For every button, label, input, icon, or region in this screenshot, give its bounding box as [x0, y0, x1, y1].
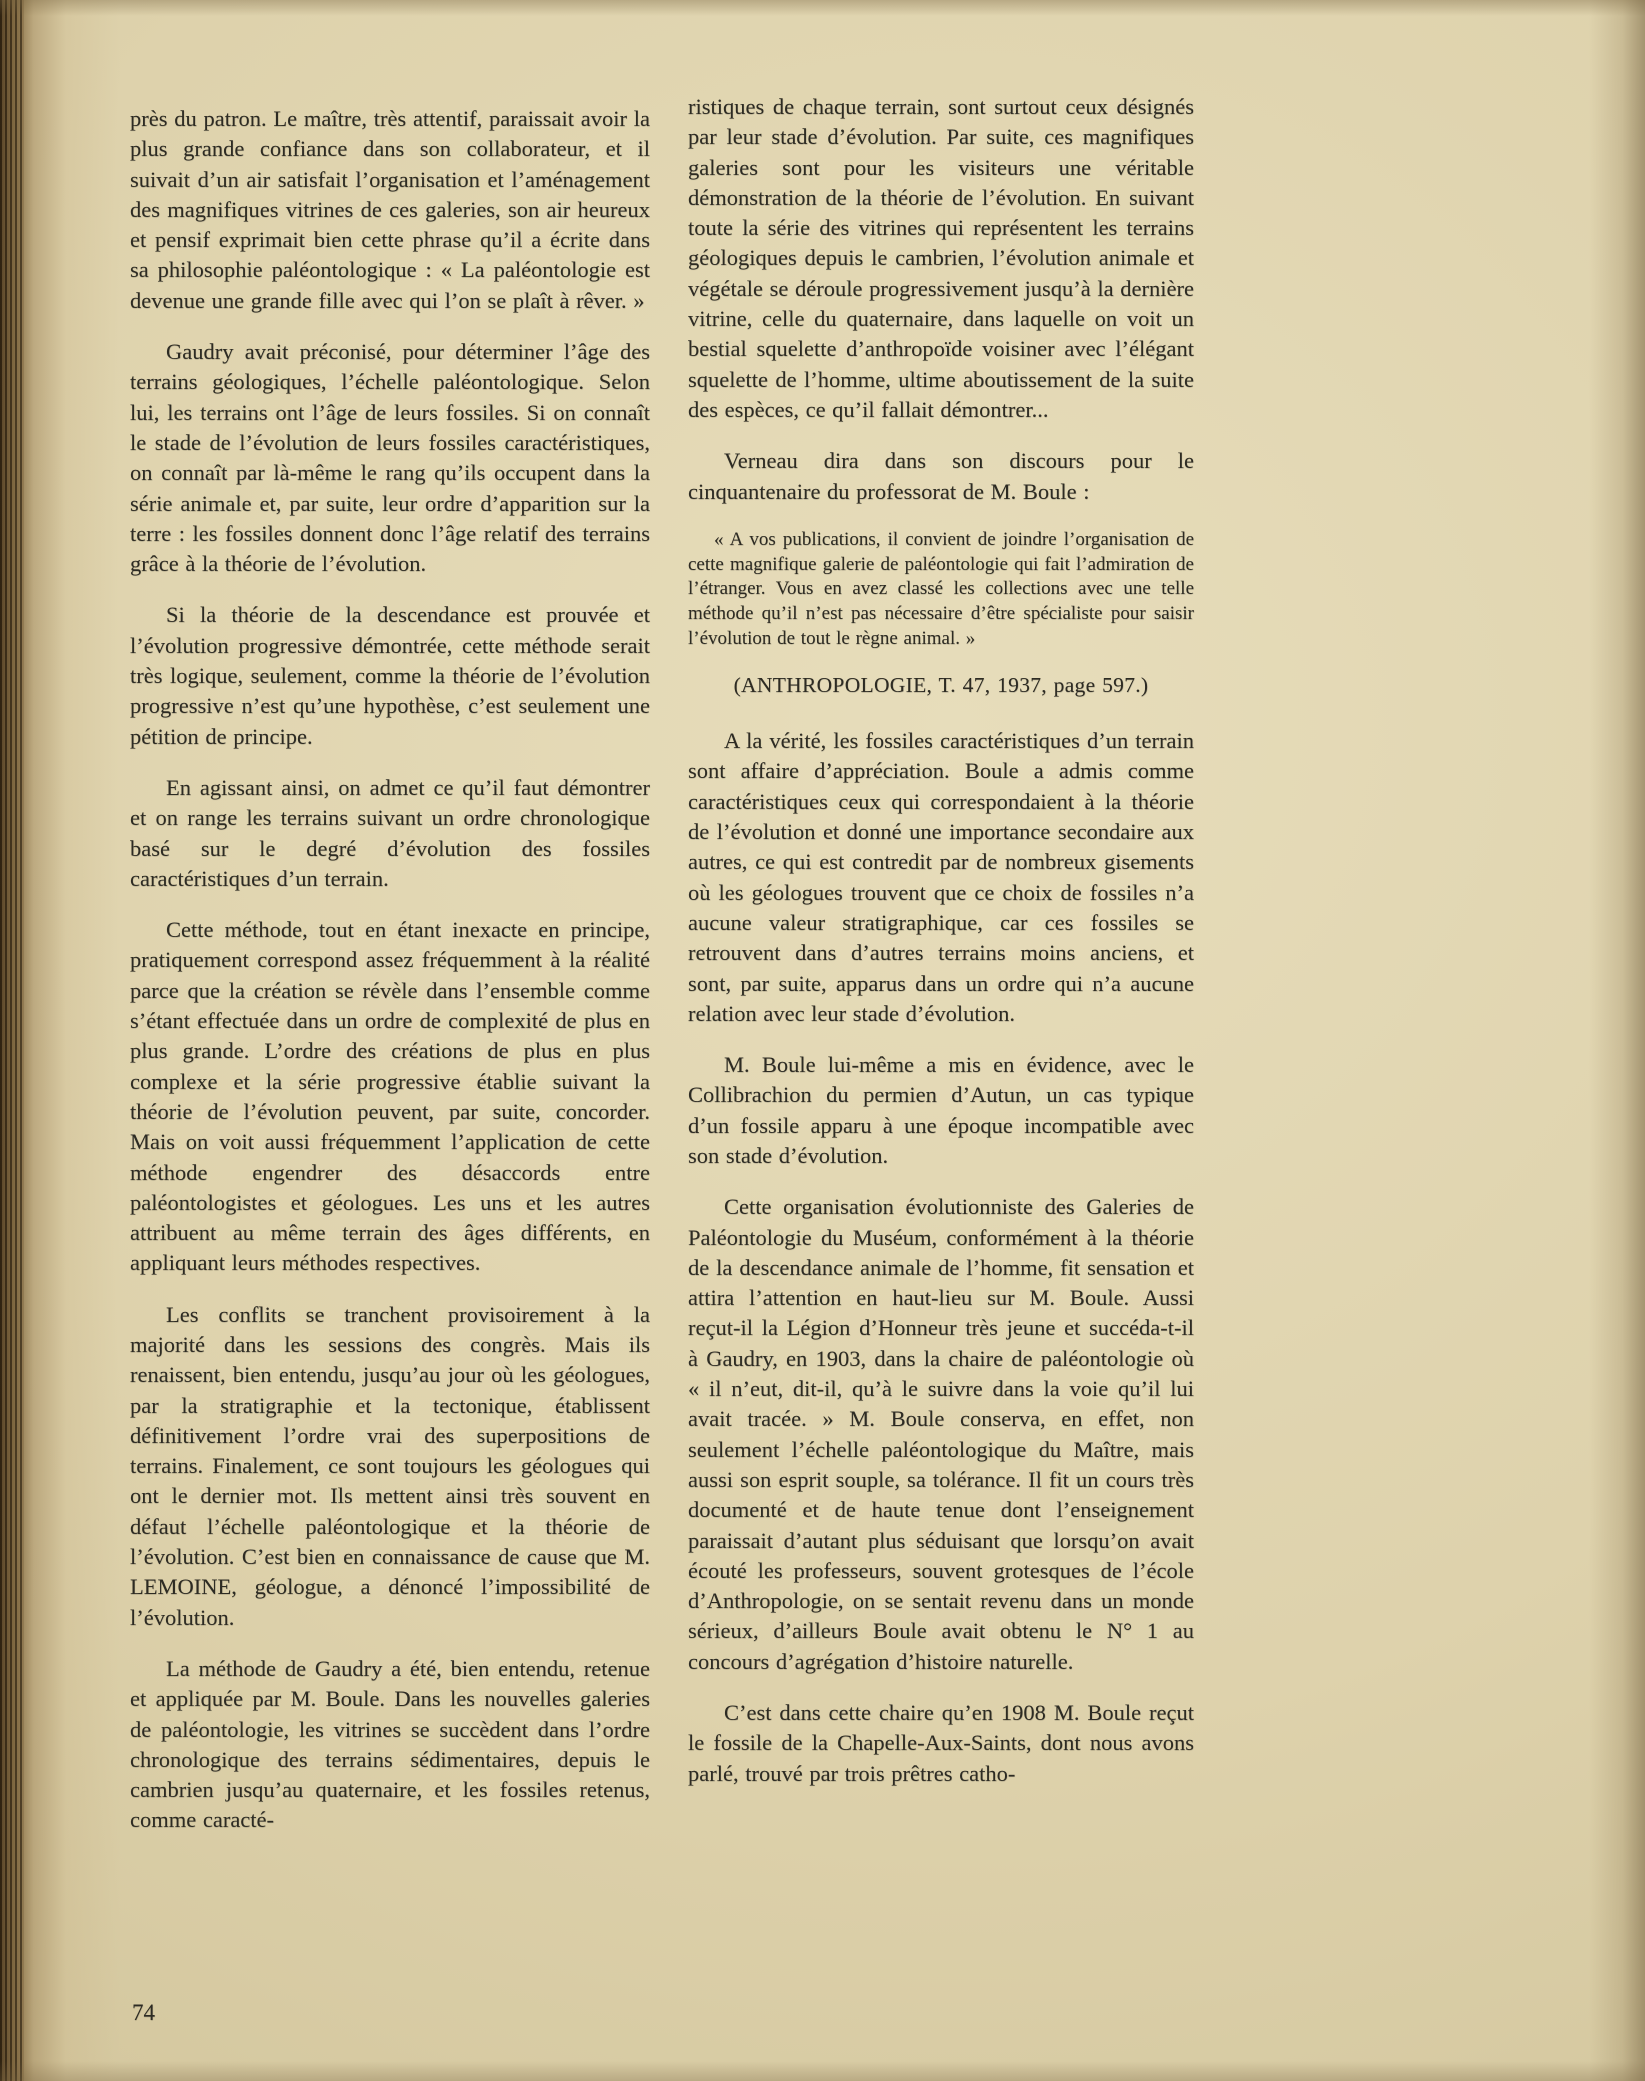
- paragraph: Les conflits se tranchent provisoirement à la majorité dans les sessions des congrès. Mais ils renaissent, bien entendu, jusqu’au jour où les géologues, par la stratigraphie et la tectonique, établissent définitivement l’ordre vrai des superpositions de terrains. Finalement, ce sont toujours les géologues qui ont le dernier mot. Ils mettent ainsi très souvent en défaut l’échelle paléontologique et la théorie de l’évolution. C’est bien en connaissance de cause que M. LEMOINE, géologue, a dénoncé l’impossibilité de l’évolution.: [130, 1301, 650, 1630]
- journal-citation: (ANTHROPOLOGIE, T. 47, 1937, page 597.): [733, 672, 1149, 697]
- page-bottom-edge: [0, 2061, 1645, 2081]
- page-stack-edge: [0, 0, 24, 2081]
- paragraph: Si la théorie de la descendance est prouvée et l’évolution progressive démontrée, cette méthode serait très logique, seulement, comme la théorie de l’évolution progressive n’est qu’une hypothèse, c’est seulement une pétition de principe.: [130, 602, 650, 749]
- paragraph: A la vérité, les fossiles caractéristiques d’un terrain sont affaire d’appréciation. Boule a admis comme caractéristiques ceux qui correspondaient à la théorie de l’évolution et donné une importance secondaire aux autres, ce qui est contredit par de nombreux gisements où les géologues trouvent que ce choix de fossiles n’a aucune valeur stratigraphique, car ces fossiles se retrouvent dans d’autres terrains moins anciens, et sont, par suite, apparus dans un ordre qui n’a aucune relation avec leur stade d’évolution.: [688, 728, 1194, 1026]
- paragraph-continuation: près du patron. Le maître, très attentif, paraissait avoir la plus grande confiance dans son collaborateur, et il suivait d’un air satisfait l’organisation et l’aménagement des magnifiques vitrines de ces galeries, son air heureux et pensif exprimait bien cette phrase qu’il a écrite dans sa philosophie paléontologique : « La paléontologie est devenue une grande fille avec qui l’on se plaît à rêver. »: [130, 106, 650, 313]
- paragraph: En agissant ainsi, on admet ce qu’il faut démontrer et on range les terrains suivant un ordre chronologique basé sur le degré d’évolution des fossiles caractéristiques d’un terrain.: [130, 774, 650, 891]
- paragraph: M. Boule lui-même a mis en évidence, avec le Collibrachion du permien d’Autun, un cas typique d’un fossile apparu à une époque incompatible avec son stade d’évolution.: [688, 1052, 1194, 1168]
- page-right-edge: [1589, 0, 1645, 2081]
- left-text-column: [130, 104, 650, 1857]
- paragraph: Cette organisation évolutionniste des Galeries de Paléontologie du Muséum, conformément à la théorie de la descendance animale de l’homme, fit sensation et attira l’attention en haut-lieu sur M. Boule. Aussi reçut-il la Légion d’Honneur très jeune et succéda-t-il à Gaudry, en 1903, dans la chaire de paléontologie où « il n’eut, dit-il, qu’à le suivre dans la voie qu’il lui avait tracée. » M. Boule conserva, en effet, non seulement l’échelle paléontologique du Maître, mais aussi son esprit souple, sa tolérance. Il fit un cours très documenté et de haute tenue dont l’enseignement paraissait d’autant plus séduisant que lorsqu’on avait écouté les professeurs, souvent grotesques de l’école d’Anthropologie, on se sentait revenu dans un monde sérieux, d’ailleurs Boule avait obtenu le N° 1 au concours d’agrégation d’histoire naturelle.: [688, 1194, 1194, 1674]
- paragraph: Gaudry avait préconisé, pour déterminer l’âge des terrains géologiques, l’échelle paléontologique. Selon lui, les terrains ont l’âge de leurs fossiles. Si on connaît le stade de l’évolution de leurs fossiles caractéristiques, on connaît par là-même le rang qu’ils occupent dans la série animale et, par suite, leur ordre d’apparition sur la terre : les fossiles donnent donc l’âge relatif des terrains grâce à la théorie de l’évolution.: [130, 339, 650, 577]
- page-top-edge: [0, 0, 1645, 16]
- page-number: 74: [132, 2000, 155, 2025]
- paragraph: La méthode de Gaudry a été, bien entendu, retenue et appliquée par M. Boule. Dans les nouvelles galeries de paléontologie, les vitrines se succèdent dans l’ordre chronologique des terrains sédimentaires, depuis le cambrien jusqu’au quaternaire, et les fossiles retenus, comme caracté-: [130, 1655, 650, 1833]
- paragraph-continuation: ristiques de chaque terrain, sont surtout ceux désignés par leur stade d’évolution. Par suite, ces magnifiques galeries sont pour les visiteurs une véritable démonstration de la théorie de l’évolution. En suivant toute la série des vitrines qui représentent les terrains géologiques depuis le cambrien, l’évolution animale et végétale se déroule progressivement jusqu’à la dernière vitrine, celle du quaternaire, dans laquelle on voit un bestial squelette d’anthropoïde voisiner avec l’élégant squelette de l’homme, ultime aboutissement de la suite des espèces, ce qu’il fallait démontrer...: [688, 94, 1194, 422]
- paragraph: Verneau dira dans son discours pour le cinquantenaire du professorat de M. Boule :: [688, 448, 1194, 504]
- binding-gutter-shadow: [0, 0, 120, 2081]
- right-text-column: [688, 92, 1194, 1810]
- paragraph: Cette méthode, tout en étant inexacte en principe, pratiquement correspond assez fréquemment à la réalité parce que la création se révèle dans l’ensemble comme s’étant effectuée dans un ordre de complexité de plus en plus grande. L’ordre des créations de plus en plus complexe et la série progressive établie suivant la théorie de l’évolution peuvent, par suite, concorder. Mais on voit aussi fréquemment l’application de cette méthode engendrer des désaccords entre paléontologistes et géologues. Les uns et les autres attribuent au même terrain des âges différents, en appliquant leurs méthodes respectives.: [130, 917, 650, 1276]
- block-quotation: « A vos publications, il convient de joindre l’organisation de cette magnifique galerie de paléontologie qui fait l’admiration de l’étranger. Vous en avez classé les collections avec une telle méthode qu’il n’est pas nécessaire d’être spécialiste pour saisir l’évolution de tout le règne animal. »: [688, 528, 1194, 650]
- paragraph: C’est dans cette chaire qu’en 1908 M. Boule reçut le fossile de la Chapelle-Aux-Saints, dont nous avons parlé, trouvé par trois prêtres catho-: [688, 1700, 1194, 1786]
